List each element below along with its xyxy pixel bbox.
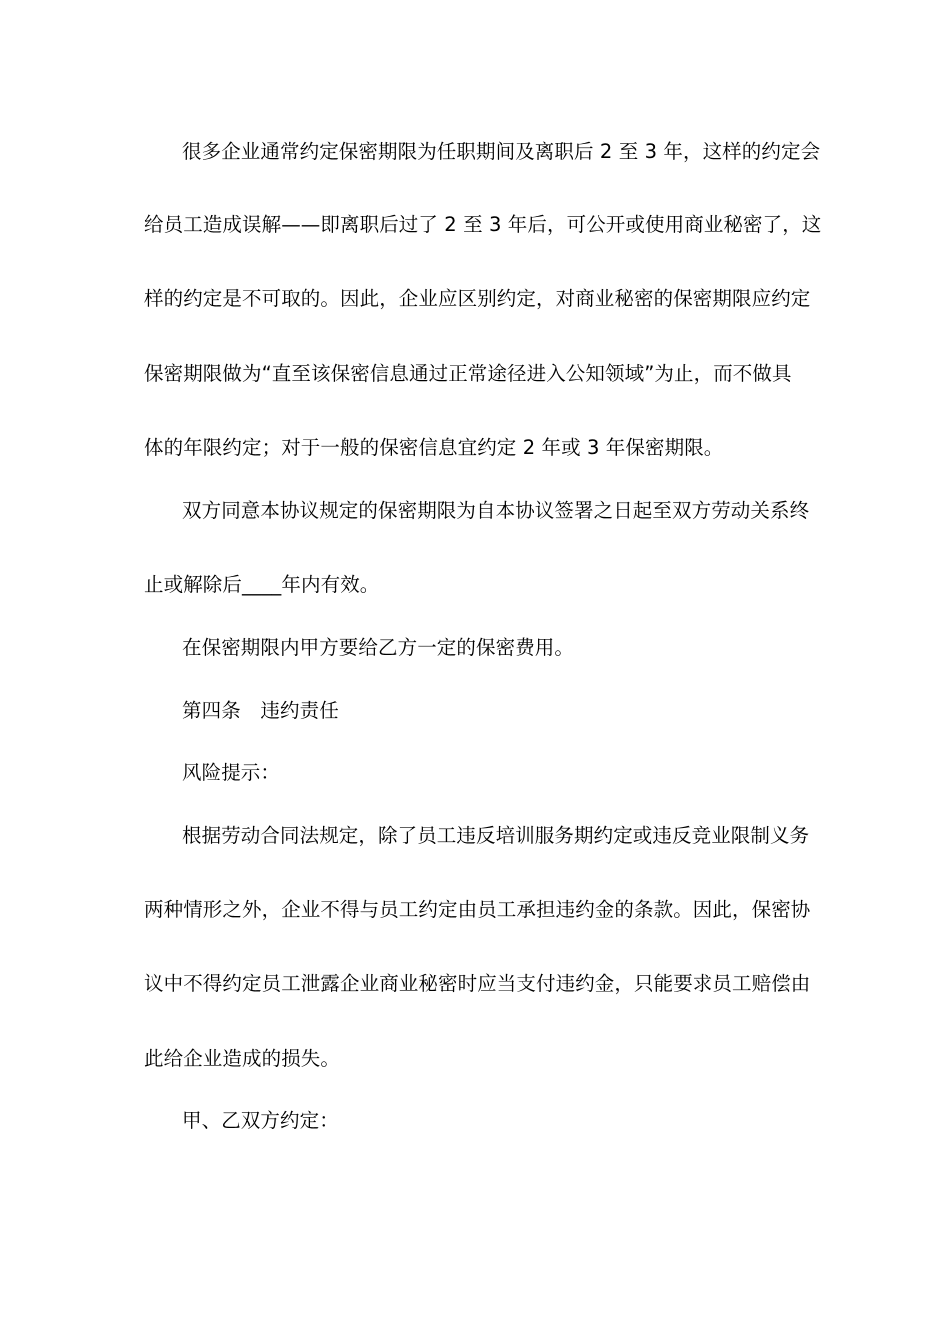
section-heading: 第四条 违约责任 xyxy=(182,699,339,722)
paragraph-line: 样的约定是不可取的。因此，企业应区别约定，对商业秘密的保密期限应约定 xyxy=(144,287,811,310)
paragraph-line: 此给企业造成的损失。 xyxy=(144,1047,341,1070)
risk-note-heading: 风险提示： xyxy=(182,761,281,784)
paragraph-line: 很多企业通常约定保密期限为任职期间及离职后 2 至 3 年，这样的约定会 xyxy=(182,140,821,163)
paragraph-line: 甲、乙双方约定： xyxy=(182,1109,339,1132)
paragraph-line: 给员工造成误解——即离职后过了 2 至 3 年后，可公开或使用商业秘密了，这 xyxy=(144,213,822,236)
paragraph-line: 根据劳动合同法规定，除了员工违反培训服务期约定或违反竞业限制义务 xyxy=(182,824,810,847)
paragraph-line: 双方同意本协议规定的保密期限为自本协议签署之日起至双方劳动关系终 xyxy=(182,499,810,522)
paragraph-line: 议中不得约定员工泄露企业商业秘密时应当支付违约金，只能要求员工赔偿由 xyxy=(144,972,811,995)
paragraph-line: 在保密期限内甲方要给乙方一定的保密费用。 xyxy=(182,636,575,659)
paragraph-line: 两种情形之外，企业不得与员工约定由员工承担违约金的条款。因此，保密协 xyxy=(144,898,811,921)
paragraph-line: 保密期限做为“直至该保密信息通过正常途径进入公知领域”为止，而不做具 xyxy=(144,362,792,385)
paragraph-line: 止或解除后____年内有效。 xyxy=(144,573,380,596)
paragraph-line: 体的年限约定；对于一般的保密信息宜约定 2 年或 3 年保密期限。 xyxy=(144,436,724,459)
